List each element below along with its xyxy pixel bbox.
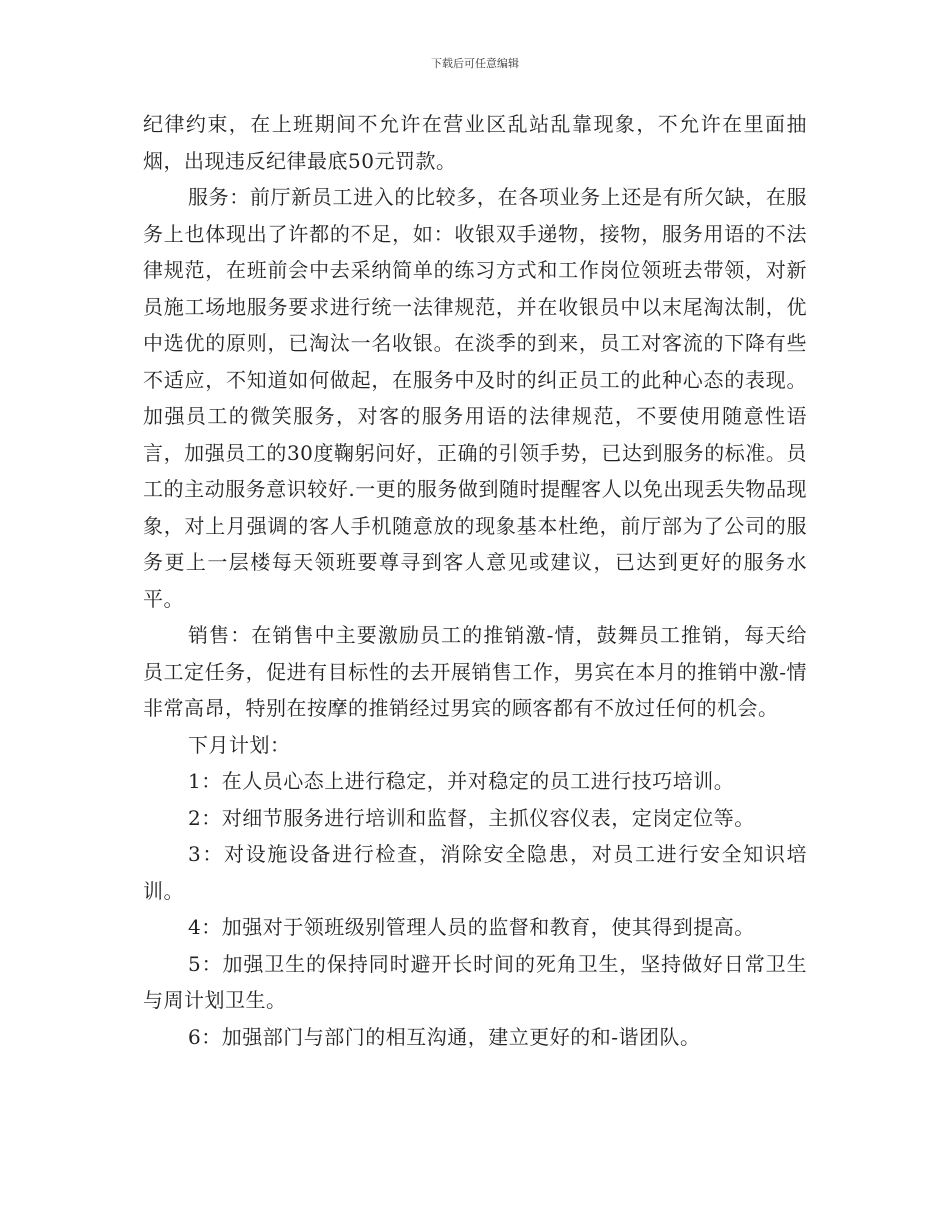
plan-item-5: 5：加强卫生的保持同时避开长时间的死角卫生，坚持做好日常卫生与周计划卫生。 (143, 951, 807, 1012)
page-header: 下载后可任意编辑 (431, 57, 519, 70)
plan-item-4: 4：加强对于领班级别管理人员的监督和教育，使其得到提高。 (188, 915, 755, 939)
paragraph-sales: 销售：在销售中主要激励员工的推销激-情，鼓舞员工推销，每天给员工定任务，促进有目标性的去开展销售工作，男宾在本月的推销中激-情非常高昂，特别在按摩的推销经过男宾的顾客都有不放过任何的机会。 (143, 623, 807, 720)
plan-item-1: 1：在人员心态上进行稳定，并对稳定的员工进行技巧培训。 (188, 769, 735, 793)
plan-item-6: 6：加强部门与部门的相互沟通，建立更好的和-谐团队。 (188, 1024, 701, 1049)
plan-item-3: 3：对设施设备进行检查，消除安全隐患，对员工进行安全知识培训。 (143, 842, 807, 903)
paragraph-discipline: 纪律约束，在上班期间不允许在营业区乱站乱靠现象，不允许在里面抽烟，出现违反纪律最底50元罚款。 (143, 112, 807, 173)
next-month-plan-heading: 下月计划： (188, 732, 291, 757)
paragraph-service: 服务：前厅新员工进入的比较多，在各项业务上还是有所欠缺，在服务上也体现出了许都的不足，如：收银双手递物，接物，服务用语的不法律规范，在班前会中去采纳简单的练习方式和工作岗位领班去带领，对新员施工场地服务要求进行统一法律规范，并在收银员中以末尾淘汰制，优中选优的原则，已淘汰一名收银。在淡季的到来，员工对客流的下降有些不适应，不知道如何做起，在服务中及时的纠正员工的此种心态的表现。加强员工的微笑服务，对客的服务用语的法律规范，不要使用随意性语言，加强员工的30度鞠躬问好，正确的引领手势，已达到服务的标准。员工的主动服务意识较好.一更的服务做到随时提醒客人以免出现丢失物品现象，对上月强调的客人手机随意放的现象基本杜绝，前厅部为了公司的服务更上一层楼每天领班要尊寻到客人意见或建议，已达到更好的服务水平。 (143, 185, 807, 611)
document-body (143, 106, 807, 1055)
plan-item-2: 2：对细节服务进行培训和监督，主抓仪容仪表，定岗定位等。 (188, 805, 755, 830)
